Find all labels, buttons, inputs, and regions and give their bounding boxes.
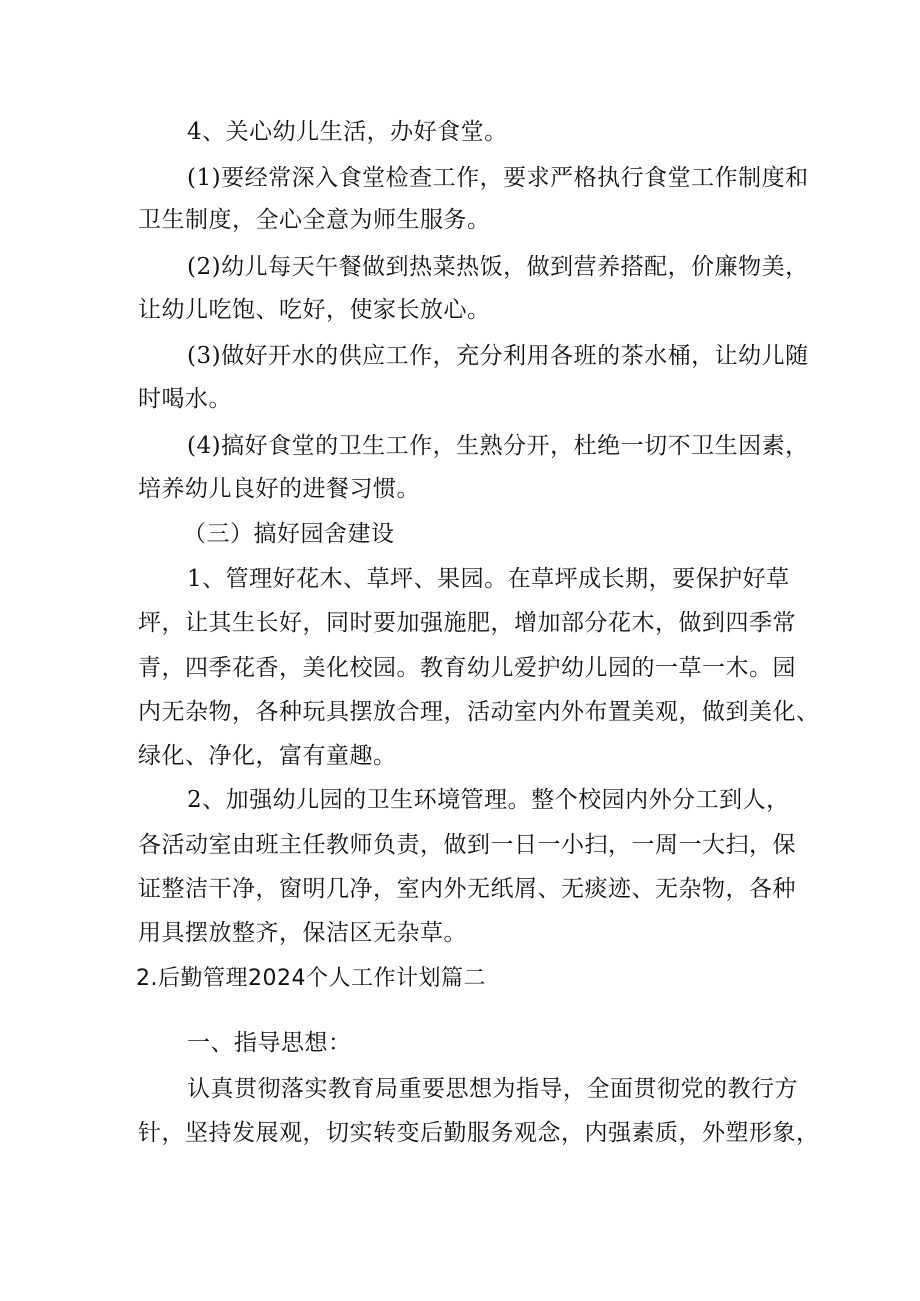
sub-item-1-line-2: 卫生制度，全心全意为师生服务。 bbox=[138, 207, 491, 233]
list-item-4: 4、关心幼儿生活，办好食堂。 bbox=[187, 119, 508, 145]
sub-item-3-line-1: (3)做好开水的供应工作，充分利用各班的茶水桶，让幼儿随 bbox=[187, 343, 809, 369]
item-1-line-1: 1、管理好花木、草坪、果园。在草坪成长期，要保护好草 bbox=[187, 566, 790, 592]
item-2-line-1: 2、加强幼儿园的卫生环境管理。整个校园内外分工到人， bbox=[187, 787, 790, 813]
item-2-line-3: 证整洁干净，窗明几净，室内外无纸屑、无痰迹、无杂物，各种 bbox=[138, 876, 796, 902]
section-heading-3: （三）搞好园舍建设 bbox=[183, 521, 395, 547]
sub-item-1-line-1: (1)要经常深入食堂检查工作，要求严格执行食堂工作制度和 bbox=[187, 165, 809, 191]
guiding-line-2: 针，坚持发展观，切实转变后勤服务观念，内强素质，外塑形象， bbox=[138, 1120, 820, 1146]
chapter-title: 2.后勤管理2024个人工作计划篇二 bbox=[136, 966, 486, 991]
guiding-line-1: 认真贯彻落实教育局重要思想为指导，全面贯彻党的教行方 bbox=[187, 1076, 798, 1102]
section-heading-1: 一、指导思想： bbox=[187, 1030, 352, 1056]
item-2-line-4: 用具摆放整齐，保洁区无杂草。 bbox=[138, 920, 467, 946]
item-1-line-3: 青，四季花香，美化校园。教育幼儿爱护幼儿园的一草一木。园 bbox=[138, 655, 796, 681]
sub-item-2-line-2: 让幼儿吃饱、吃好，使家长放心。 bbox=[138, 297, 491, 323]
sub-item-3-line-2: 时喝水。 bbox=[138, 386, 232, 412]
item-2-line-2: 各活动室由班主任教师负责，做到一日一小扫，一周一大扫，保 bbox=[138, 832, 796, 858]
sub-item-4-line-2: 培养幼儿良好的进餐习惯。 bbox=[138, 476, 420, 502]
sub-item-2-line-1: (2)幼儿每天午餐做到热菜热饭，做到营养搭配，价廉物美， bbox=[187, 254, 809, 280]
item-1-line-5: 绿化、净化，富有童趣。 bbox=[138, 743, 397, 769]
item-1-line-4: 内无杂物，各种玩具摆放合理，活动室内外布置美观，做到美化、 bbox=[138, 699, 820, 725]
sub-item-4-line-1: (4)搞好食堂的卫生工作，生熟分开，杜绝一切不卫生因素， bbox=[187, 433, 809, 459]
item-1-line-2: 坪，让其生长好，同时要加强施肥，增加部分花木，做到四季常 bbox=[138, 610, 796, 636]
